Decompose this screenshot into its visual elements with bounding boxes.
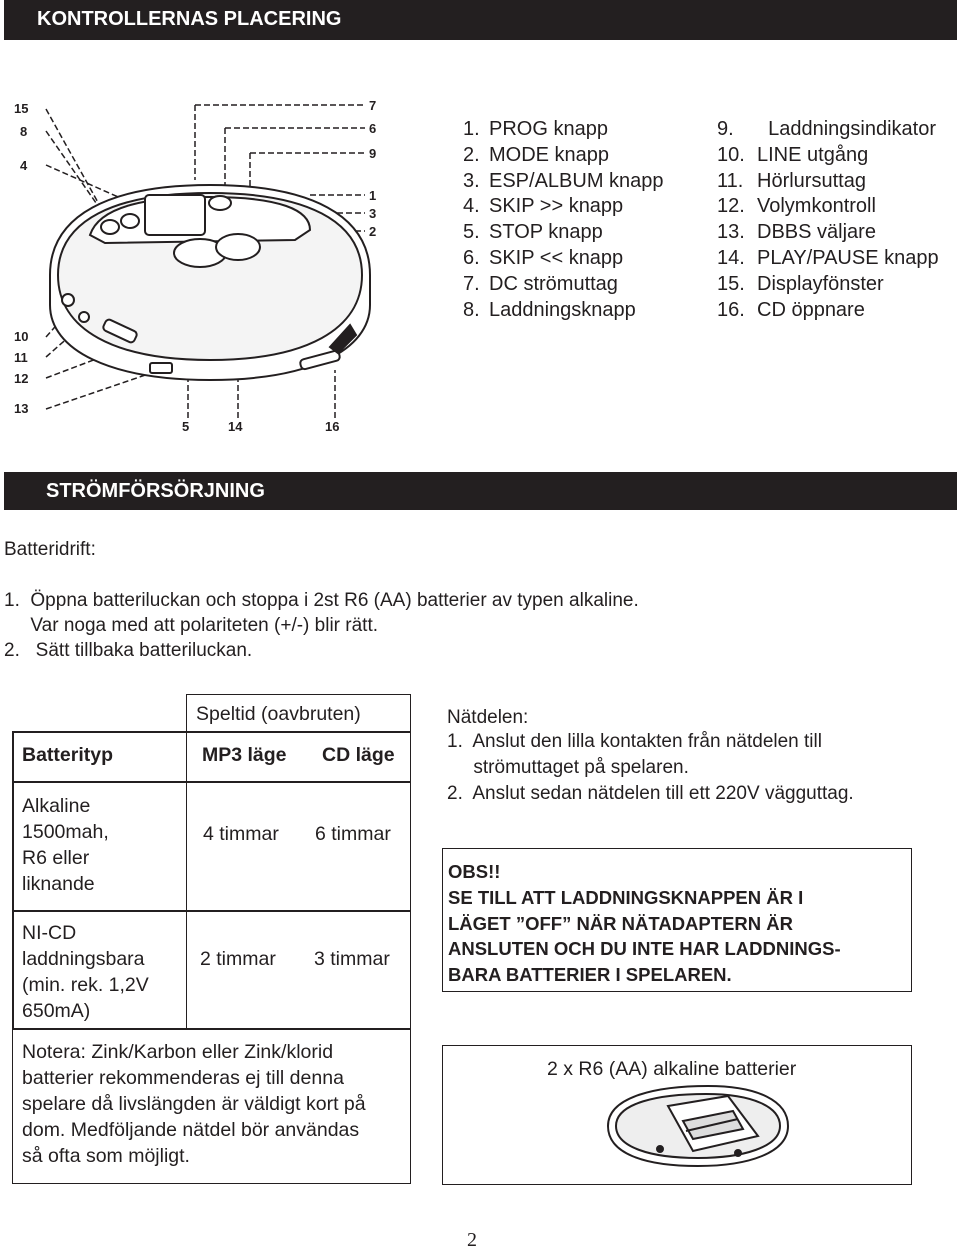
adapter-line: 2. Anslut sedan nätdelen till ett 220V vägguttag. [447, 783, 854, 804]
list-item [717, 143, 939, 169]
note-line: batterier rekommenderas ej till denna [22, 1067, 344, 1089]
item-label: SKIP << knapp [489, 246, 624, 269]
adapter-line: 1. Anslut den lilla kontakten från nätdelen till [447, 731, 822, 752]
section-title: STRÖMFÖRSÖRJNING [46, 480, 265, 502]
warning-line: BARA BATTERIER I SPELAREN. [448, 964, 732, 986]
battery-type-line: 650mA) [22, 1000, 91, 1022]
note-line: så ofta som möjligt. [22, 1145, 190, 1167]
list-item [463, 246, 664, 272]
item-number: 1. [463, 118, 480, 140]
item-number: 8. [463, 298, 480, 321]
list-item [717, 194, 939, 220]
battery-type-line: (min. rek. 1,2V [22, 974, 149, 996]
battery-type-cell [22, 920, 149, 1024]
cd-time-cell: 6 timmar [315, 823, 391, 845]
divider [12, 910, 410, 912]
callout-9: 9 [369, 146, 377, 161]
battery-type-line: NI-CD [22, 922, 77, 944]
list-item [717, 246, 939, 272]
item-number: 16. [717, 298, 745, 321]
item-label: PLAY/PAUSE knapp [757, 246, 939, 269]
divider [12, 731, 410, 733]
item-number: 7. [463, 272, 480, 295]
item-number: 6. [463, 246, 480, 269]
cd-player-diagram [10, 95, 410, 435]
battery-type-line: R6 eller [22, 847, 90, 869]
item-label: SKIP >> knapp [489, 195, 624, 218]
callout-2: 2 [369, 224, 377, 239]
item-label: Laddningsknapp [489, 298, 636, 321]
list-item [463, 143, 664, 169]
item-label: LINE utgång [757, 143, 869, 166]
item-number: 15. [717, 272, 745, 295]
callout-15: 15 [14, 101, 29, 116]
item-number: 5. [463, 221, 480, 244]
battery-illustration-label: 2 x R6 (AA) alkaline batterier [547, 1058, 797, 1080]
warning-text [448, 859, 841, 988]
item-label: DC strömuttag [489, 272, 618, 295]
battery-compartment-illustration [598, 1081, 798, 1171]
list-item [463, 272, 664, 298]
callout-14: 14 [228, 419, 243, 434]
battery-illustration-box [442, 1045, 912, 1185]
callout-8: 8 [20, 124, 28, 139]
battery-type-line: liknande [22, 873, 95, 895]
battery-type-line: Alkaline [22, 795, 91, 817]
table-group-header: Speltid (oavbruten) [196, 703, 361, 725]
callout-3: 3 [369, 206, 377, 221]
list-item [463, 298, 664, 324]
table-header-battery-type: Batterityp [22, 744, 114, 766]
adapter-line: strömuttaget på spelaren. [447, 757, 689, 778]
player-body [50, 185, 370, 380]
callout-16: 16 [325, 419, 340, 434]
item-number: 2. [463, 143, 480, 166]
list-item [463, 117, 664, 143]
battery-step-1: 1. Öppna batteriluckan och stoppa i 2st R6 (AA) batterier av typen alkaline. [4, 590, 639, 611]
warning-line: SE TILL ATT LADDNINGSKNAPPEN ÄR I [448, 886, 804, 908]
callout-11: 11 [14, 350, 28, 365]
adapter-title: Nätdelen: [447, 707, 529, 728]
item-label: Displayfönster [757, 272, 884, 295]
warning-line: ANSLUTEN OCH DU INTE HAR LADDNINGS- [448, 938, 841, 960]
item-label: CD öppnare [757, 298, 865, 321]
item-label: Hörlursuttag [757, 169, 866, 192]
battery-type-cell [22, 793, 109, 897]
list-item [717, 272, 939, 298]
note-line: spelare då livslängden är väldigt kort på [22, 1093, 366, 1115]
warning-line: OBS!! [448, 861, 501, 882]
divider [12, 781, 410, 783]
item-label: Laddningsindikator [757, 118, 937, 140]
item-label: DBBS väljare [757, 221, 876, 244]
callout-5: 5 [182, 419, 190, 434]
divider [12, 731, 14, 1029]
item-label: MODE knapp [489, 143, 610, 166]
callout-7: 7 [369, 98, 377, 113]
item-number: 9. [717, 118, 734, 140]
callout-12: 12 [14, 371, 29, 386]
callout-1: 1 [369, 188, 377, 203]
battery-step-1-note: Var noga med att polariteten (+/-) blir rätt. [4, 615, 379, 636]
battery-step-2: 2. Sätt tillbaka batteriluckan. [4, 640, 253, 661]
list-item [463, 169, 664, 195]
item-label: STOP knapp [489, 221, 603, 244]
item-number: 10. [717, 143, 745, 166]
list-item [463, 194, 664, 220]
warning-line: LÄGET ”OFF” NÄR NÄTADAPTERN ÄR [448, 912, 793, 934]
note-line: Notera: Zink/Karbon eller Zink/klorid [22, 1041, 334, 1063]
battery-subtitle: Batteridrift: [4, 539, 96, 560]
section-title: KONTROLLERNAS PLACERING [37, 8, 342, 30]
item-number: 11. [717, 169, 744, 192]
mp3-time-cell: 2 timmar [200, 948, 276, 970]
list-item [463, 220, 664, 246]
battery-type-line: laddningsbara [22, 948, 145, 970]
callout-13: 13 [14, 401, 29, 416]
item-number: 13. [717, 221, 745, 244]
item-label: ESP/ALBUM knapp [489, 169, 664, 192]
mp3-time-cell: 4 timmar [203, 823, 279, 845]
battery-type-line: 1500mah, [22, 821, 109, 843]
callout-6: 6 [369, 121, 377, 136]
list-item [717, 169, 939, 195]
item-label: Volymkontroll [757, 195, 876, 218]
controls-list-right [717, 117, 939, 323]
note-box [12, 1028, 411, 1184]
section-header-power [4, 472, 957, 510]
list-item [717, 117, 939, 143]
callout-10: 10 [14, 329, 29, 344]
item-label: PROG knapp [489, 118, 608, 140]
note-line: dom. Medföljande nätdel bör användas [22, 1119, 360, 1141]
callout-4: 4 [20, 158, 28, 173]
controls-list-left [463, 117, 664, 323]
cd-time-cell: 3 timmar [314, 948, 390, 970]
item-number: 3. [463, 169, 480, 192]
item-number: 12. [717, 195, 745, 218]
list-item [717, 220, 939, 246]
table-header-cd: CD läge [322, 744, 395, 766]
item-number: 4. [463, 195, 480, 218]
page-number: 2 [467, 1229, 477, 1251]
item-number: 14. [717, 246, 745, 269]
warning-box [442, 848, 912, 992]
table-header-mp3: MP3 läge [202, 744, 287, 766]
note-text [22, 1039, 366, 1169]
list-item [717, 298, 939, 324]
section-header-controls [4, 0, 957, 40]
